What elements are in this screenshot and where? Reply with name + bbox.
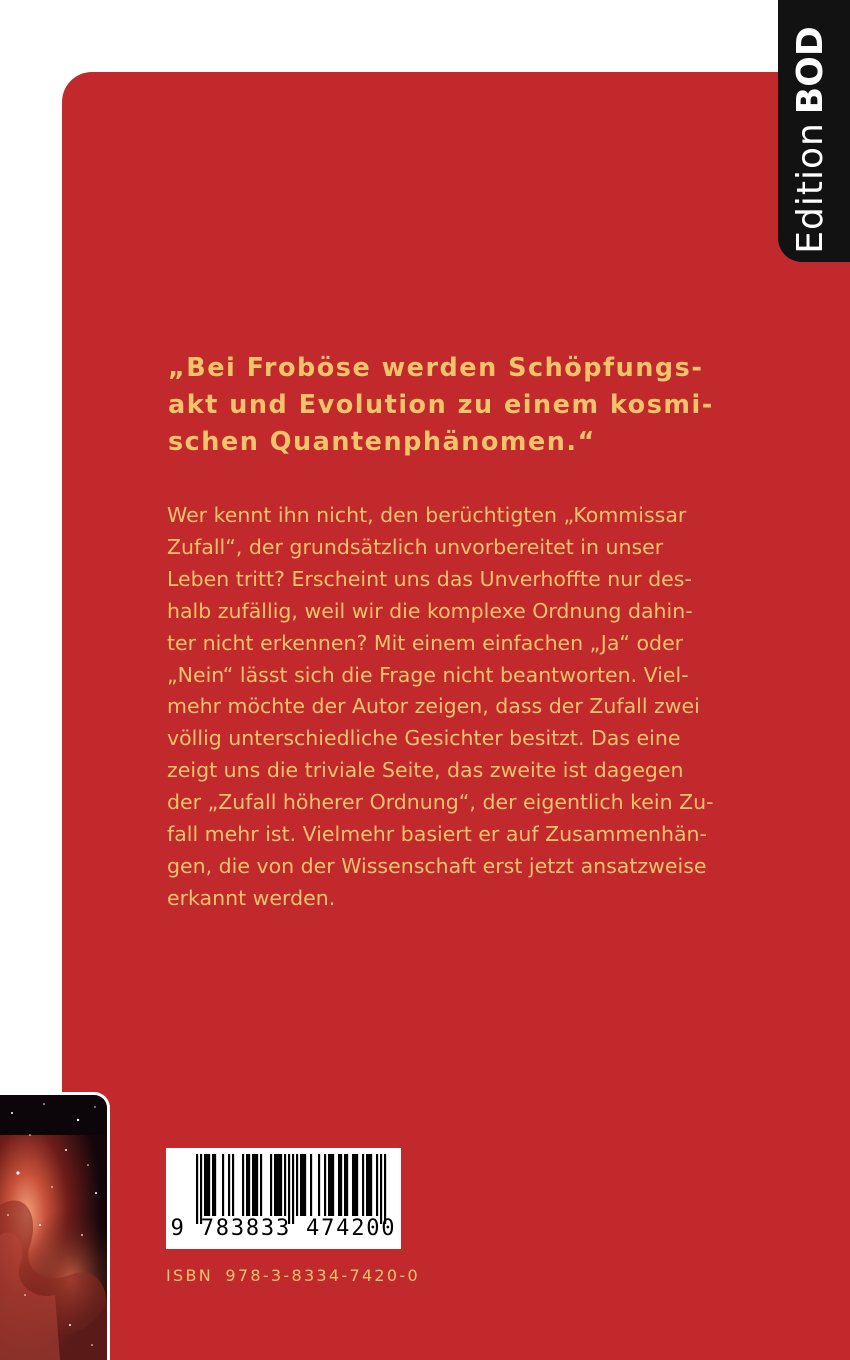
quote-line: akt und Evolution zu einem kosmi- — [168, 390, 714, 420]
isbn-number: ISBN 978-3-8334-7420-0 — [166, 1266, 420, 1285]
barcode-bar — [280, 1154, 282, 1216]
blurb-line: Wer kennt ihn nicht, den berüchtigten „Kommissar — [167, 503, 687, 527]
blurb-line: völlig unterschiedliche Gesichter besitzt. Das eine — [167, 726, 681, 751]
barcode-bar — [376, 1154, 378, 1216]
blurb-line: ter nicht erkennen? Mit einem einfachen „Ja“ oder — [167, 630, 684, 655]
barcode-bar — [204, 1154, 206, 1216]
barcode-bar — [366, 1154, 368, 1216]
barcode-bar — [296, 1154, 298, 1216]
barcode-bar — [208, 1154, 210, 1216]
blurb-line: Zufall“, der grundsätzlich unvorbereitet in unser — [167, 534, 664, 559]
barcode-bar — [362, 1154, 364, 1216]
barcode-bar — [288, 1154, 290, 1224]
blurb-line: „Nein“ lässt sich die Frage nicht beantworten. Viel- — [167, 662, 689, 687]
nebula-image — [0, 1095, 107, 1360]
blurb-line: erkannt werden. — [167, 885, 336, 910]
barcode-bar — [324, 1154, 326, 1216]
barcode-bar — [254, 1154, 256, 1216]
barcode-bar — [248, 1154, 250, 1216]
barcode-bar — [344, 1154, 346, 1216]
barcode-bar — [256, 1154, 258, 1216]
blurb-line: mehr möchte der Autor zeigen, dass der Zufall zwei — [167, 694, 700, 719]
barcode-bar — [302, 1154, 304, 1216]
quote-line: schen Quantenphänomen.“ — [168, 427, 596, 457]
blurb-line: fall mehr ist. Vielmehr basiert er auf Zusammenhän- — [167, 822, 707, 847]
blurb-line: Leben tritt? Erscheint uns das Unverhoffte nur des- — [167, 566, 692, 591]
barcode-bar — [328, 1154, 330, 1216]
barcode-bar — [252, 1154, 254, 1216]
barcode-bar — [340, 1154, 342, 1216]
barcode-bar — [346, 1154, 348, 1216]
barcode-bar — [260, 1154, 262, 1216]
barcode-bar — [384, 1154, 386, 1224]
pull-quote — [168, 350, 728, 461]
blurb-line: gen, die von der Wissenschaft erst jetzt ansatzweise — [167, 853, 707, 878]
barcode-bar — [284, 1154, 286, 1216]
barcode-bar — [274, 1154, 276, 1216]
barcode-bar — [304, 1154, 306, 1216]
barcode-digits: 9 783833 474200 — [170, 1216, 397, 1241]
blurb-line: der „Zufall höherer Ordnung“, der eigentlich kein Zu- — [167, 790, 714, 815]
barcode-bar — [270, 1154, 272, 1216]
barcode-bar — [222, 1154, 224, 1216]
barcode-bar — [368, 1154, 370, 1216]
barcode-bar — [206, 1154, 208, 1216]
blurb-line: zeigt uns die triviale Seite, das zweite ist dagegen — [167, 758, 684, 783]
barcode-bar — [232, 1154, 234, 1216]
barcode-bar — [278, 1154, 280, 1216]
barcode-bar — [330, 1154, 332, 1216]
barcode-bar — [196, 1154, 198, 1224]
barcode-bar — [242, 1154, 244, 1216]
edition-bod-logo — [790, 26, 831, 254]
barcode-bar — [354, 1154, 356, 1216]
barcode-bar — [310, 1154, 312, 1216]
barcode-bar — [212, 1154, 214, 1216]
barcode-bar — [318, 1154, 320, 1216]
barcode-bar — [200, 1154, 202, 1224]
barcode-bar — [228, 1154, 230, 1216]
nebula-photo — [0, 1092, 110, 1360]
barcode-bar — [292, 1154, 294, 1224]
barcode-bar — [356, 1154, 358, 1216]
blurb-text — [167, 500, 715, 915]
barcode-bar — [338, 1154, 340, 1216]
blurb-line: halb zufällig, weil wir die komplexe Ordnung dahin- — [167, 598, 693, 623]
bod-brand: BOD — [790, 26, 831, 115]
barcode-bar — [332, 1154, 334, 1216]
barcode-bar — [300, 1154, 302, 1216]
barcode-bar — [352, 1154, 354, 1216]
isbn-barcode — [166, 1148, 401, 1249]
quote-line: „Bei Froböse werden Schöpfungs- — [168, 353, 704, 383]
barcode-bar — [380, 1154, 382, 1224]
barcode-bar — [246, 1154, 248, 1216]
barcode-bar — [214, 1154, 216, 1216]
edition-label: Edition — [790, 122, 831, 254]
barcode-bar — [370, 1154, 372, 1216]
barcode-bar — [276, 1154, 278, 1216]
